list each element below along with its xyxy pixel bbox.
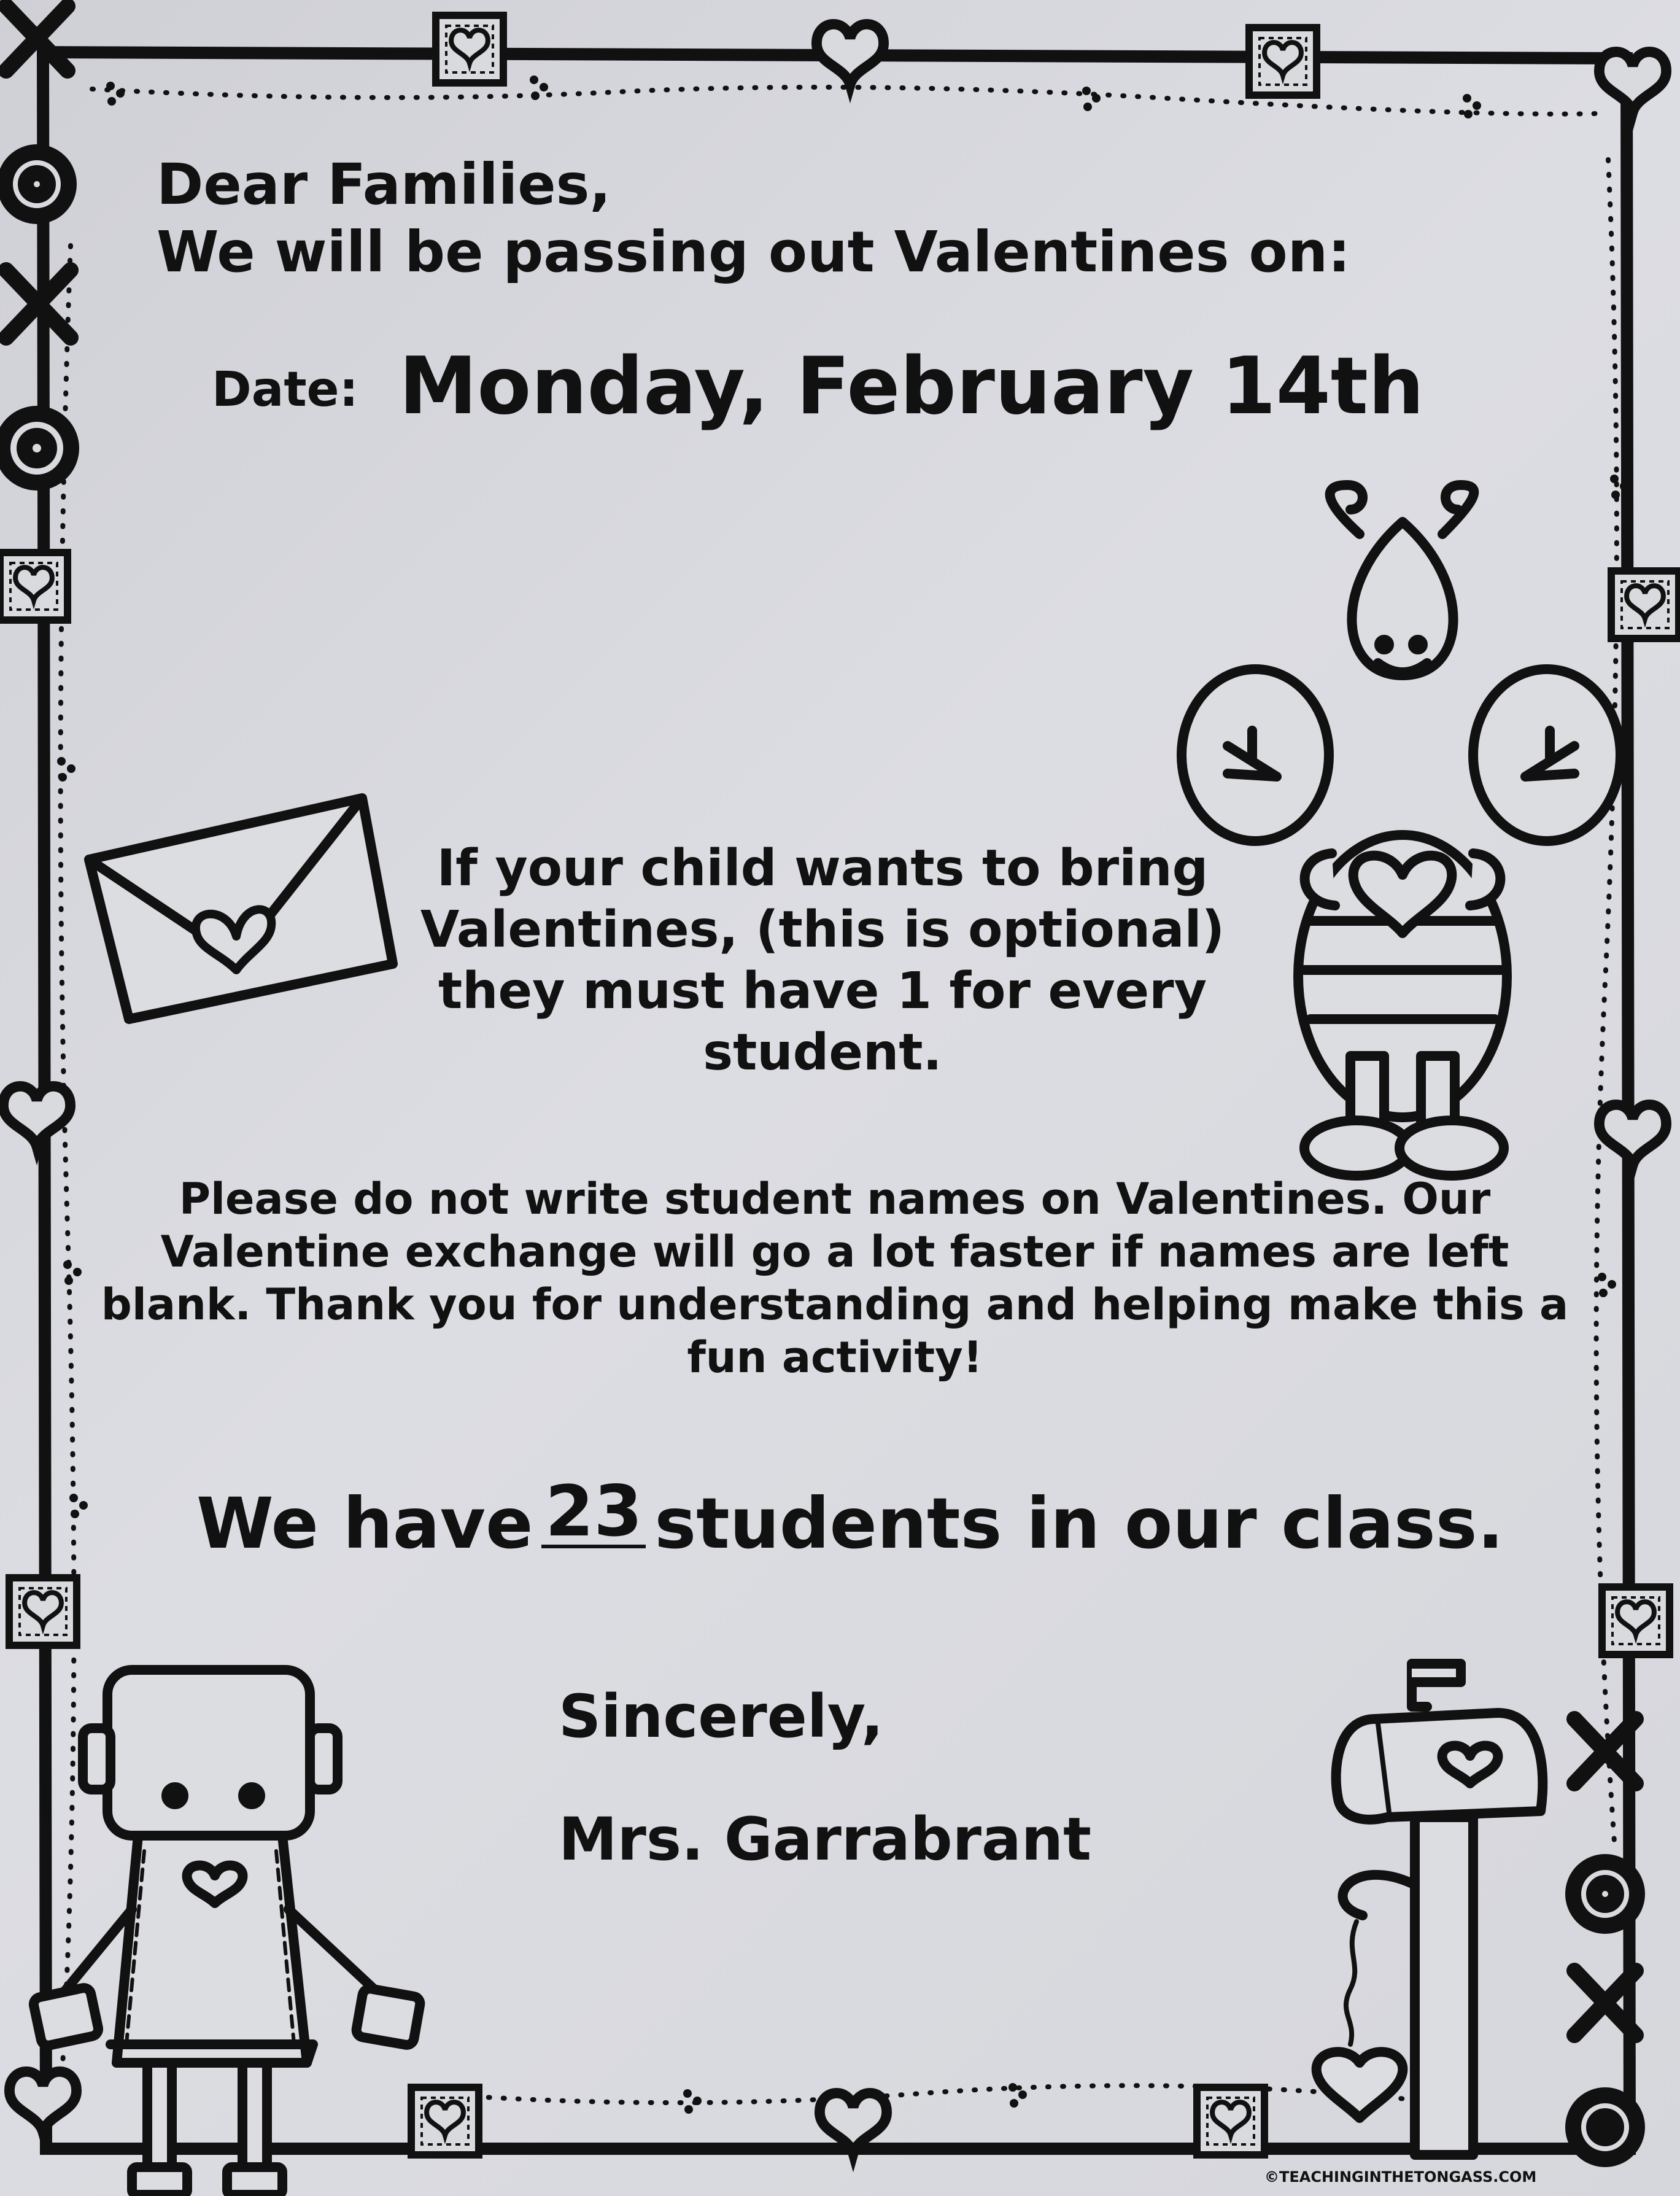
count-suffix: students in our class. <box>654 1483 1504 1564</box>
count-prefix: We have <box>196 1483 533 1564</box>
intro-line: We will be passing out Valentines on: <box>157 219 1350 285</box>
no-names-note: Please do not write student names on Valentines. Our Valentine exchange will go a lot faster if names are left blank. Thank you for understanding and helping make this a fun activity! <box>101 1174 1569 1383</box>
mailbox-icon <box>1317 1664 1543 2155</box>
robot-icon <box>33 1670 422 2195</box>
signature: Mrs. Garrabrant <box>559 1805 1092 1874</box>
closing: Sincerely, <box>559 1682 884 1751</box>
event-date: Monday, February 14th <box>399 341 1425 432</box>
optional-valentines-note: If your child wants to bring Valentines, (this is optional) they must have 1 for every student. <box>420 839 1225 1082</box>
greeting: Dear Families, <box>157 152 611 217</box>
envelope-heart-icon <box>89 798 393 1019</box>
student-count: 23 <box>541 1478 646 1548</box>
credit-line: ©TEACHINGINTHETONGASS.COM <box>1264 2168 1537 2186</box>
date-label: Date: <box>212 362 358 417</box>
student-count-line <box>196 1470 1504 1564</box>
